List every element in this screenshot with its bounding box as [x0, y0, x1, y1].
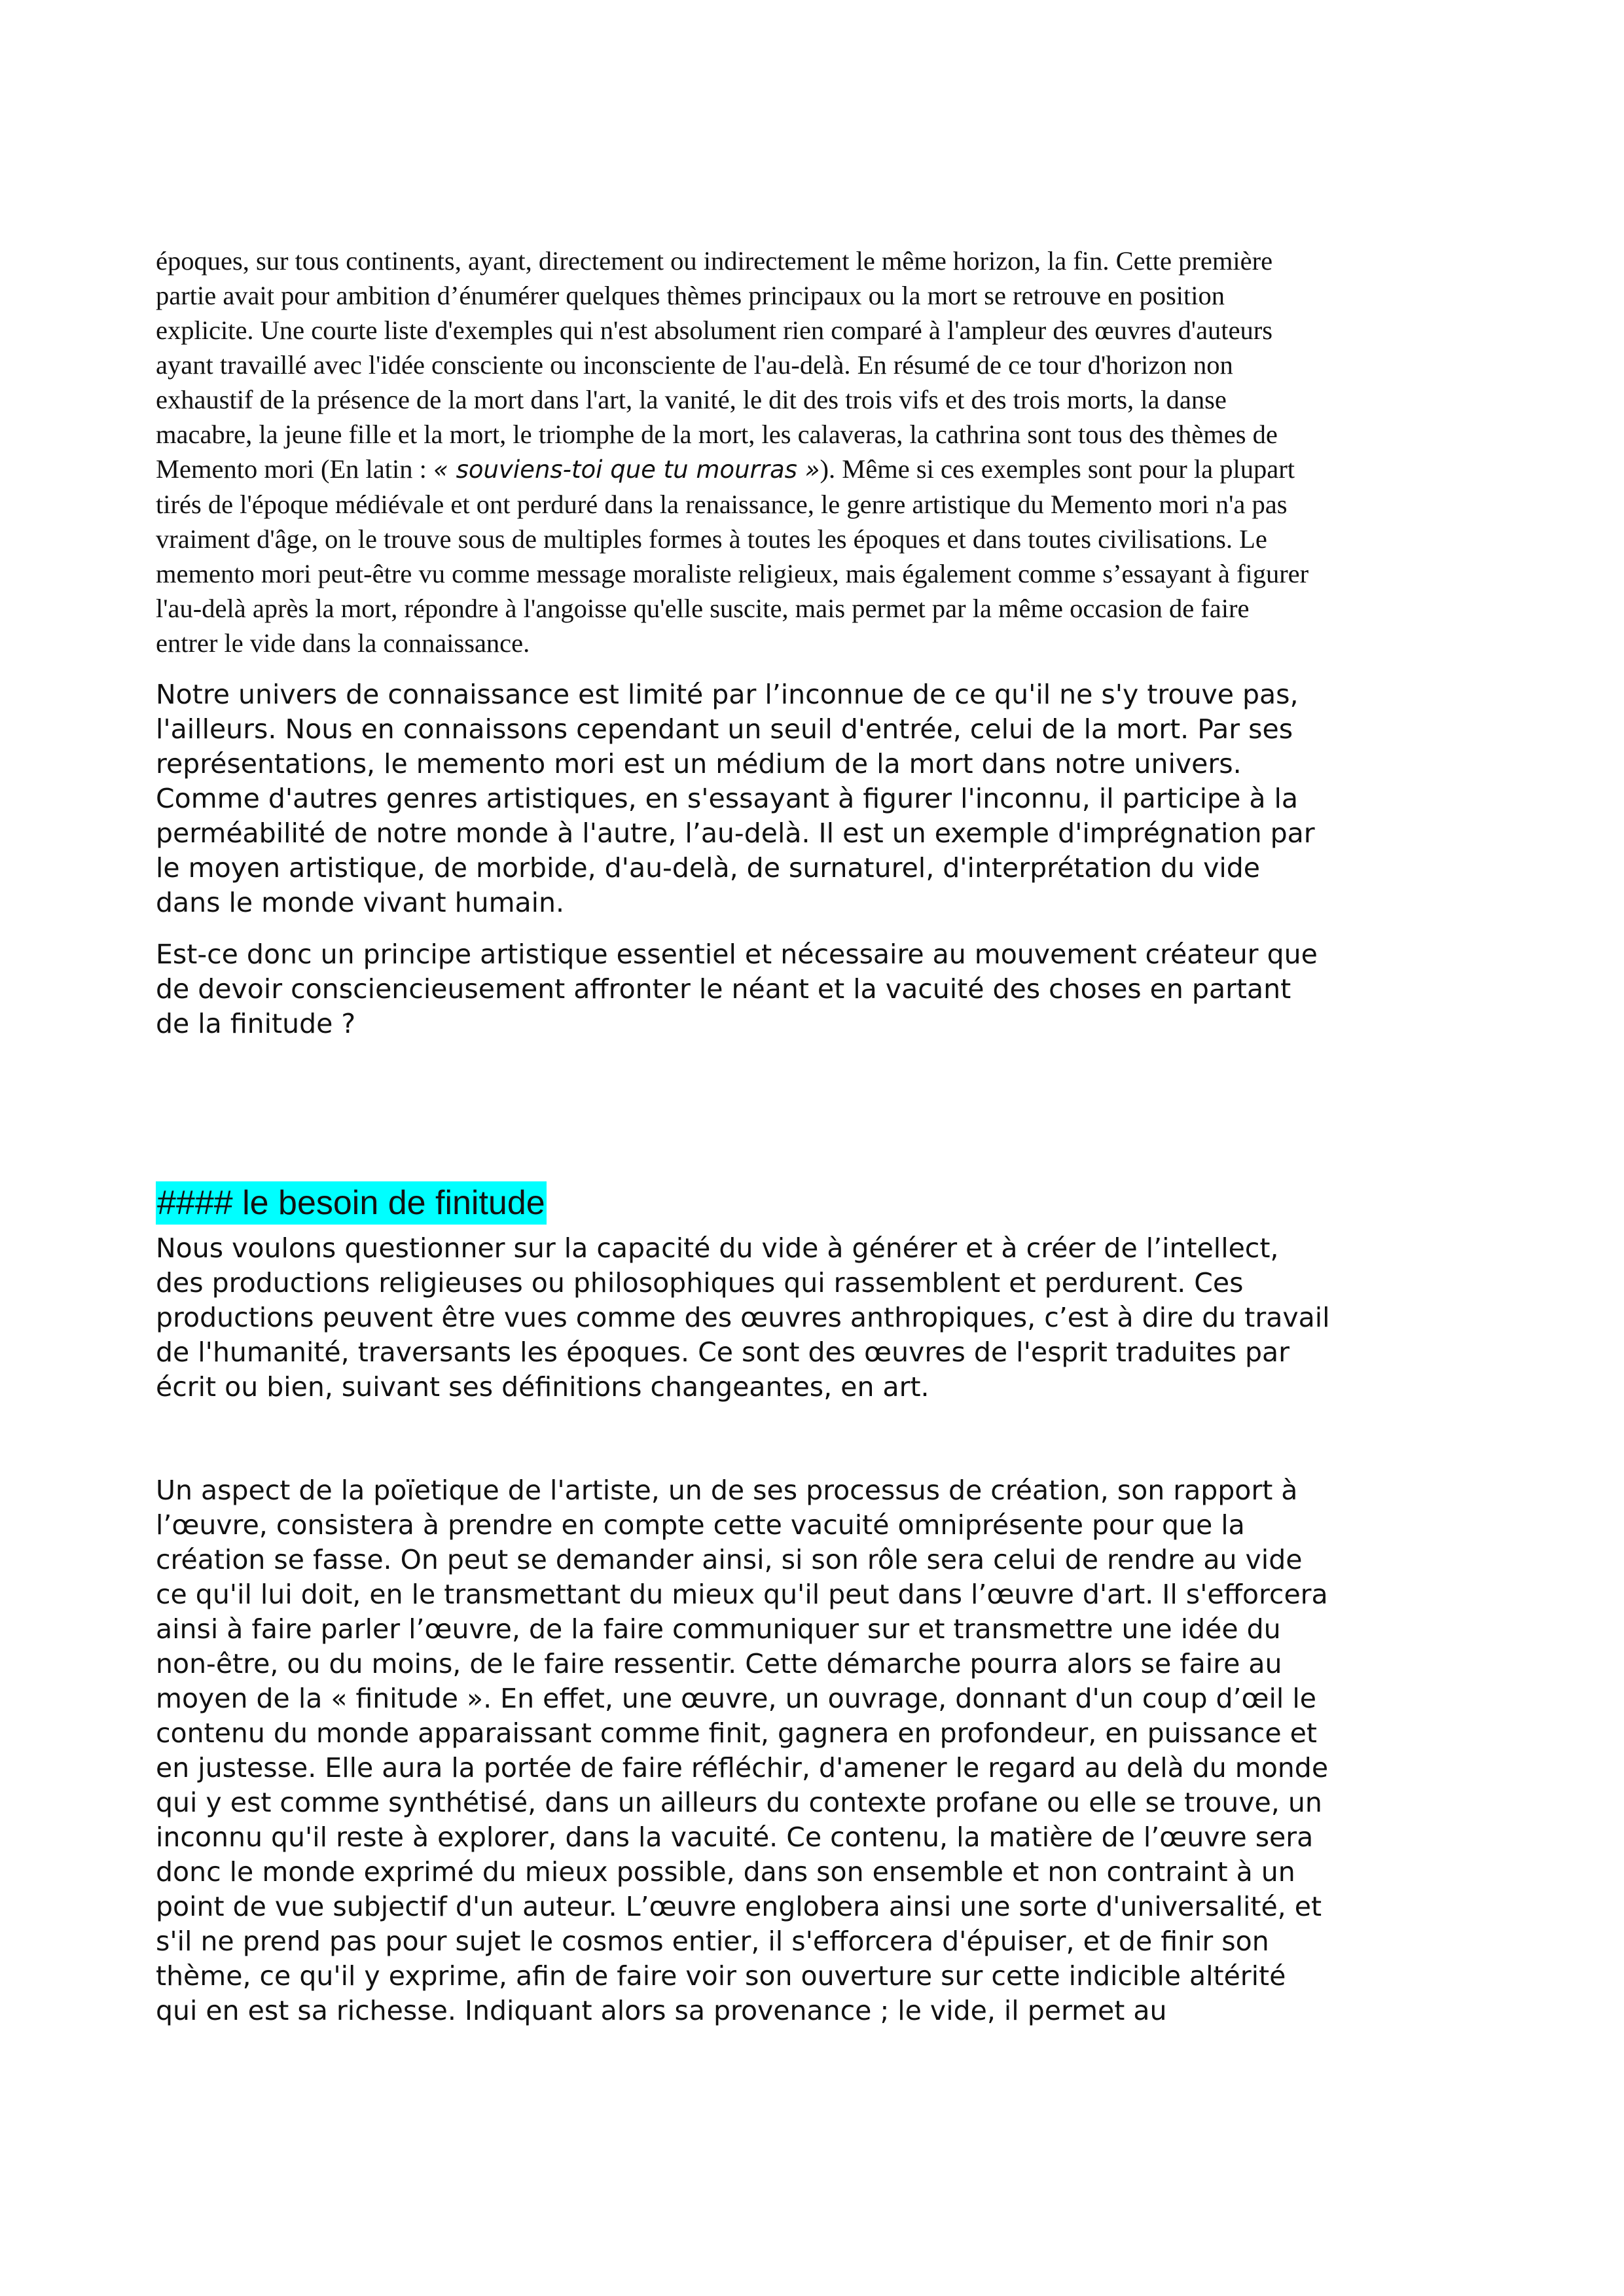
paragraph-question: [156, 937, 1488, 1041]
text-line: de devoir consciencieusement affronter le néant et la vacuité des choses en partant: [156, 973, 1291, 1005]
text-line: vraiment d'âge, on le trouve sous de multiples formes à toutes les époques et dans toutes civilisations. Le: [156, 524, 1267, 554]
text-line: l'au-delà après la mort, répondre à l'angoisse qu'elle suscite, mais permet par la même occasion de faire: [156, 594, 1250, 623]
text-line: donc le monde exprimé du mieux possible, dans son ensemble et non contraint à un: [156, 1856, 1295, 1888]
section-heading: #### le besoin de finitude: [156, 1181, 547, 1225]
text-line: inconnu qu'il reste à explorer, dans la vacuité. Ce contenu, la matière de l’œuvre sera: [156, 1821, 1314, 1853]
text-line: de l'humanité, traversants les époques. Ce sont des œuvres de l'esprit traduites par: [156, 1336, 1290, 1368]
text-line: qui en est sa richesse. Indiquant alors sa provenance ; le vide, il permet au: [156, 1995, 1167, 2026]
text-line: moyen de la « finitude ». En effet, une œuvre, un ouvrage, donnant d'un coup d’œil le: [156, 1683, 1316, 1714]
text-line: en justesse. Elle aura la portée de faire réfléchir, d'amener le regard au delà du monde: [156, 1752, 1329, 1784]
paragraph-poietique: [156, 1473, 1488, 2028]
text-line: entrer le vide dans la connaissance.: [156, 628, 530, 658]
text-line: s'il ne prend pas pour sujet le cosmos entier, il s'efforcera d'épuiser, et de finir son: [156, 1926, 1269, 1957]
text-line: exhaustif de la présence de la mort dans l'art, la vanité, le dit des trois vifs et des trois morts, la danse: [156, 385, 1227, 414]
paragraph-vide: [156, 1231, 1488, 1405]
text-line: Notre univers de connaissance est limité par l’inconnue de ce qu'il ne s'y trouve pas,: [156, 679, 1299, 710]
latin-translation: « souviens-toi que tu mourras »: [433, 456, 820, 484]
text-line: contenu du monde apparaissant comme finit, gagnera en profondeur, en puissance et: [156, 1717, 1317, 1749]
text-line: perméabilité de notre monde à l'autre, l’au-delà. Il est un exemple d'imprégnation par: [156, 817, 1315, 849]
text-line: le moyen artistique, de morbide, d'au-delà, de surnaturel, d'interprétation du vide: [156, 852, 1261, 884]
text-line: création se fasse. On peut se demander ainsi, si son rôle sera celui de rendre au vide: [156, 1544, 1303, 1575]
text-line: explicite. Une courte liste d'exemples qui n'est absolument rien comparé à l'ampleur des œuvres d'auteurs: [156, 315, 1273, 345]
text-line: l'ailleurs. Nous en connaissons cependant un seuil d'entrée, celui de la mort. Par ses: [156, 713, 1293, 745]
text-line: Est-ce donc un principe artistique essentiel et nécessaire au mouvement créateur que: [156, 939, 1318, 970]
text-line: memento mori peut-être vu comme message moraliste religieux, mais également comme s’essayant à figurer: [156, 559, 1309, 588]
text-line: thème, ce qu'il y exprime, afin de faire voir son ouverture sur cette indicible altérité: [156, 1960, 1286, 1992]
intro-paragraph: [156, 243, 1488, 660]
text-line: Un aspect de la poïetique de l'artiste, un de ses processus de création, son rapport à: [156, 1475, 1298, 1506]
text-line: ayant travaillé avec l'idée consciente ou inconsciente de l'au-delà. En résumé de ce tour d'horizon non: [156, 350, 1233, 380]
text-line: ainsi à faire parler l’œuvre, de la faire communiquer sur et transmettre une idée du: [156, 1613, 1281, 1645]
memento-mori-line: [156, 452, 1488, 487]
text-line: non-être, ou du moins, de le faire ressentir. Cette démarche pourra alors se faire au: [156, 1648, 1282, 1679]
text-line: des productions religieuses ou philosophiques qui rassemblent et perdurent. Ces: [156, 1267, 1244, 1299]
memento-after: ). Même si ces exemples sont pour la plupart: [820, 454, 1295, 484]
text-line: qui y est comme synthétisé, dans un ailleurs du contexte profane ou elle se trouve, un: [156, 1787, 1322, 1818]
text-line: écrit ou bien, suivant ses définitions changeantes, en art.: [156, 1371, 929, 1403]
text-line: partie avait pour ambition d’énumérer quelques thèmes principaux ou la mort se retrouve en position: [156, 281, 1225, 310]
text-line: représentations, le memento mori est un médium de la mort dans notre univers.: [156, 748, 1242, 780]
text-line: point de vue subjectif d'un auteur. L’œuvre englobera ainsi une sorte d'universalité, et: [156, 1891, 1322, 1922]
memento-before: Memento mori (En latin :: [156, 454, 434, 484]
text-line: Comme d'autres genres artistiques, en s'essayant à figurer l'inconnu, il participe à la: [156, 783, 1299, 814]
text-line: l’œuvre, consistera à prendre en compte cette vacuité omniprésente pour que la: [156, 1509, 1245, 1541]
text-line: dans le monde vivant humain.: [156, 887, 565, 918]
text-line: de la finitude ?: [156, 1008, 356, 1039]
text-line: époques, sur tous continents, ayant, directement ou indirectement le même horizon, la fin. Cette première: [156, 246, 1273, 276]
paragraph-univers: [156, 677, 1488, 920]
text-line: ce qu'il lui doit, en le transmettant du mieux qu'il peut dans l’œuvre d'art. Il s'efforcera: [156, 1579, 1328, 1610]
text-line: macabre, la jeune fille et la mort, le triomphe de la mort, les calaveras, la cathrina sont tous des thèmes de: [156, 420, 1278, 449]
text-line: Nous voulons questionner sur la capacité du vide à générer et à créer de l’intellect,: [156, 1232, 1279, 1264]
text-line: productions peuvent être vues comme des œuvres anthropiques, c’est à dire du travail: [156, 1302, 1330, 1333]
text-line: tirés de l'époque médiévale et ont perduré dans la renaissance, le genre artistique du Memento mori n'a pas: [156, 490, 1288, 519]
section-heading-wrapper: [156, 1181, 1488, 1227]
document-page: [156, 243, 1488, 2028]
